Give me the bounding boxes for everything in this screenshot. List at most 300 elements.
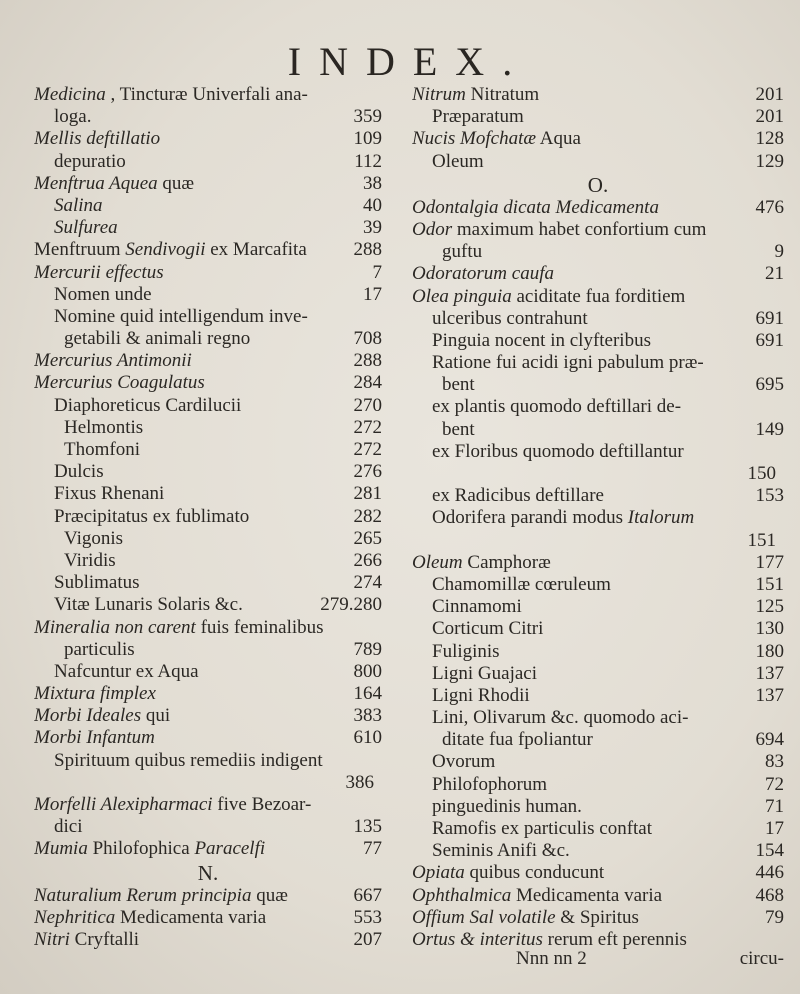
entry-text-part: Pinguia nocent in clyfteribus — [432, 329, 651, 351]
page-number: 180 — [755, 640, 784, 662]
page-number: 150 — [747, 463, 776, 484]
index-entry — [34, 594, 382, 616]
entry-text — [432, 352, 784, 374]
page-number: 77 — [363, 838, 382, 860]
entry-text-part: Medicamenta varia — [511, 884, 663, 906]
entry-text-part: Cryftalli — [69, 928, 140, 950]
index-entry — [412, 840, 784, 862]
index-entry — [34, 461, 382, 483]
index-entry — [412, 907, 784, 929]
entry-text-part: Helmontis — [64, 416, 144, 438]
entry-heading: Odontalgia dicata Medicamenta — [412, 196, 659, 218]
entry-text — [432, 151, 750, 173]
index-entry — [34, 727, 382, 749]
page-number: 9 — [774, 241, 784, 263]
entry-text-part: bent — [442, 374, 475, 396]
entry-text-part: Sublimatus — [54, 572, 140, 594]
entry-text — [54, 151, 348, 173]
index-entry — [412, 286, 784, 308]
entry-text-part: ex Radicibus deftillare — [432, 485, 604, 507]
entry-text — [432, 751, 759, 773]
entry-text-part: quibus conducunt — [464, 862, 605, 884]
page-number: 109 — [353, 128, 382, 150]
index-entry — [412, 641, 784, 663]
entry-heading: Medicina — [34, 84, 106, 105]
entry-text — [34, 794, 382, 816]
index-entry — [412, 729, 784, 751]
entry-text-part: Fuliginis — [432, 640, 500, 662]
index-entry — [34, 372, 382, 394]
entry-heading: Nitri — [34, 928, 70, 950]
index-entry — [412, 241, 784, 263]
index-entry — [34, 705, 382, 727]
catchwords — [416, 948, 784, 970]
entry-text — [412, 552, 750, 574]
entry-text — [54, 572, 348, 594]
entry-text-part: Menftruum — [34, 239, 126, 261]
index-entry — [412, 441, 784, 463]
index-entry — [34, 683, 382, 705]
page-number: 288 — [353, 239, 382, 261]
index-entry — [34, 907, 382, 929]
entry-text — [54, 284, 357, 306]
entry-heading: Odoratorum caufa — [412, 263, 554, 285]
entry-text — [34, 262, 367, 284]
entry-text — [432, 330, 750, 352]
index-entry — [34, 838, 382, 860]
entry-heading: Offium Sal volatile — [412, 906, 556, 928]
page-number: 38 — [363, 172, 382, 194]
entry-text-part: dici — [54, 816, 83, 838]
entry-text-part: Fixus Rhenani — [54, 483, 165, 505]
entry-text-part: Ratione fui acidi igni pabulum præ- — [432, 352, 704, 374]
entry-text-part: , Tincturæ Univerfali ana- — [105, 84, 308, 105]
entry-text-part: Viridis — [64, 549, 116, 571]
entry-text-part: Diaphoreticus Cardilucii — [54, 394, 242, 416]
entry-heading: Olea pinguia — [412, 285, 512, 307]
entry-text — [412, 907, 759, 929]
page-number: 281 — [353, 483, 382, 505]
entry-text — [34, 617, 382, 639]
page-number: 284 — [353, 372, 382, 394]
index-entry — [34, 794, 382, 816]
entry-text — [34, 907, 348, 929]
entry-text — [64, 639, 348, 661]
entry-text-part: maximum habet confortium cum — [452, 218, 707, 240]
index-entry — [412, 396, 784, 418]
entry-heading: Morfelli Alexipharmaci — [34, 794, 213, 815]
entry-text — [442, 374, 750, 396]
entry-text-part: Nitratum — [465, 84, 540, 105]
index-entry — [34, 617, 382, 639]
index-entry — [412, 419, 784, 441]
entry-text-part: & Spiritus — [555, 906, 639, 928]
entry-text — [54, 106, 348, 128]
page-number: 72 — [765, 773, 784, 795]
index-entry — [412, 685, 784, 707]
entry-text — [412, 84, 750, 106]
entry-text — [432, 507, 784, 529]
entry-text-part: Nomen unde — [54, 283, 152, 305]
entry-text — [54, 594, 314, 616]
entry-heading: Mercurius Coagulatus — [34, 372, 205, 394]
index-entry — [34, 483, 382, 505]
entry-text — [432, 707, 784, 729]
index-entry — [412, 128, 784, 150]
page-number: 135 — [353, 816, 382, 838]
entry-text — [64, 528, 348, 550]
entry-text — [34, 683, 348, 705]
entry-heading: Paracelfi — [194, 838, 266, 860]
page-number: 270 — [353, 394, 382, 416]
entry-text-part: Nomine quid intelligendum inve- — [54, 305, 308, 327]
index-entry — [412, 84, 784, 106]
entry-text-part: Oleum — [432, 150, 484, 172]
entry-heading: Nucis Mofchatæ — [412, 128, 537, 150]
index-entry — [34, 528, 382, 550]
entry-heading: Ophthalmica — [412, 884, 512, 906]
page-number: 274 — [353, 572, 382, 594]
page-number: 40 — [363, 194, 382, 216]
page-number: 265 — [353, 527, 382, 549]
page-number: 112 — [354, 150, 382, 172]
entry-text-part: Ligni Guajaci — [432, 662, 537, 684]
page-number: 149 — [755, 418, 784, 440]
index-entry — [34, 284, 382, 306]
entry-text — [54, 217, 357, 239]
page-number: 691 — [755, 329, 784, 351]
page-number: 272 — [353, 416, 382, 438]
entry-text-part: ex Marcafita — [205, 239, 307, 261]
entry-heading: Mixtura fimplex — [34, 683, 156, 705]
page-number: 17 — [363, 283, 382, 305]
entry-text — [54, 306, 382, 328]
index-entry — [34, 506, 382, 528]
entry-heading: Ortus & interitus — [412, 928, 543, 950]
page-number: 130 — [755, 618, 784, 640]
index-entry — [412, 818, 784, 840]
index-entry — [34, 262, 382, 284]
entry-text-part: loga. — [54, 106, 92, 128]
page-number: 359 — [353, 106, 382, 128]
page-number: 383 — [353, 705, 382, 727]
index-entry — [412, 862, 784, 884]
page-number: 79 — [765, 906, 784, 928]
entry-text-part: qui — [141, 705, 171, 727]
index-entry — [34, 439, 382, 461]
page-number: 83 — [765, 751, 784, 773]
entry-text-part: Philofophica — [87, 838, 195, 860]
index-entry — [34, 217, 382, 239]
entry-text-part: Ligni Rhodii — [432, 684, 530, 706]
entry-text-part: Chamomillæ cœruleum — [432, 573, 611, 595]
page-number: 201 — [755, 84, 784, 105]
entry-text-part: aciditate fua forditiem — [511, 285, 686, 307]
page-number: 207 — [353, 928, 382, 950]
entry-text — [412, 862, 750, 884]
page-number: 125 — [755, 596, 784, 618]
entry-heading: Oleum — [412, 551, 463, 573]
index-entry — [34, 151, 382, 173]
page-number: 154 — [755, 840, 784, 862]
index-entry — [412, 197, 784, 219]
entry-text-part: ditate fua fpoliantur — [442, 729, 593, 751]
page-number: 137 — [755, 662, 784, 684]
page-number: 386 — [345, 771, 374, 793]
entry-text — [64, 439, 348, 461]
page-number: 279.280 — [320, 594, 382, 616]
entry-text — [54, 661, 348, 683]
entry-text — [442, 729, 750, 751]
index-entry — [412, 618, 784, 640]
page-number: 476 — [755, 196, 784, 218]
index-entry — [412, 374, 784, 396]
entry-text — [64, 417, 348, 439]
entry-text-part: fuis feminalibus — [195, 616, 324, 638]
entry-text — [412, 219, 784, 241]
entry-text-part: bent — [442, 418, 475, 440]
entry-text-part: Odorifera parandi modus — [432, 507, 628, 529]
index-entry — [412, 507, 784, 529]
index-entry — [34, 84, 382, 106]
entry-text-part: ulceribus contrahunt — [432, 307, 588, 329]
page-number: 288 — [353, 350, 382, 372]
entry-heading: Mumia — [34, 838, 88, 860]
index-entry — [34, 350, 382, 372]
index-entry — [412, 596, 784, 618]
entry-text — [34, 84, 382, 106]
index-entry — [412, 751, 784, 773]
left-column — [34, 84, 382, 951]
index-entry — [412, 574, 784, 596]
page-number: 468 — [755, 884, 784, 906]
page-number: 201 — [755, 106, 784, 128]
entry-text-part: guftu — [442, 241, 483, 263]
entry-text-part: quæ — [157, 172, 195, 194]
index-entry — [34, 239, 382, 261]
entry-text-part: particulis — [64, 638, 135, 660]
entry-text-part: Nafcuntur ex Aqua — [54, 660, 199, 682]
index-entry — [412, 485, 784, 507]
index-entry — [412, 330, 784, 352]
entry-text — [54, 461, 348, 483]
page-number: 276 — [353, 461, 382, 483]
index-entry — [412, 707, 784, 729]
entry-heading: Nitrum — [412, 84, 466, 105]
page-number: 272 — [353, 439, 382, 460]
entry-text — [54, 506, 348, 528]
right-column — [412, 84, 784, 951]
index-entry — [34, 885, 382, 907]
entry-text — [412, 197, 750, 219]
entry-text-part: Cinnamomi — [432, 596, 522, 618]
entry-text-part: Ovorum — [432, 751, 496, 773]
entry-text — [34, 727, 348, 749]
page-number: 694 — [755, 729, 784, 751]
page-number: 266 — [353, 549, 382, 571]
page-number: 151 — [747, 529, 776, 551]
entry-text — [54, 195, 357, 217]
entry-text-part: Ramofis ex particulis conftat — [432, 818, 653, 839]
page-number: 610 — [353, 727, 382, 749]
index-entry — [34, 195, 382, 217]
index-entry — [34, 929, 382, 951]
page-number: 282 — [353, 505, 382, 527]
entry-heading: Salina — [54, 194, 103, 216]
entry-text-part: Medicamenta varia — [115, 906, 267, 928]
page-header: INDEX. — [287, 39, 531, 84]
index-entry — [34, 106, 382, 128]
entry-text-part: Lini, Olivarum &c. quomodo aci- — [432, 707, 689, 729]
entry-text — [432, 774, 759, 796]
entry-text-part: Aqua — [536, 128, 581, 150]
entry-text — [34, 173, 357, 195]
page-number: 164 — [353, 683, 382, 705]
entry-heading: Mercurius Antimonii — [34, 350, 192, 372]
entry-text — [34, 372, 348, 394]
entry-text — [64, 550, 348, 572]
entry-text — [432, 818, 759, 840]
index-entry — [412, 796, 784, 818]
index-entry — [412, 106, 784, 128]
entry-text-part: Camphoræ — [462, 551, 551, 573]
index-entry — [412, 151, 784, 173]
entry-text-part: Thomfoni — [64, 439, 140, 460]
entry-heading: Mercurii effectus — [34, 261, 164, 283]
entry-text — [432, 840, 750, 862]
entry-text — [34, 885, 348, 907]
entry-text — [54, 395, 348, 417]
entry-heading: Opiata — [412, 862, 465, 884]
entry-text — [64, 328, 348, 350]
entry-text — [54, 483, 348, 505]
page-number: 21 — [765, 263, 784, 285]
entry-text — [412, 286, 784, 308]
page-number: 177 — [755, 551, 784, 573]
page-number: 71 — [765, 795, 784, 817]
entry-text — [432, 618, 750, 640]
catchword: circu- — [739, 948, 784, 969]
entry-text — [442, 241, 769, 263]
index-entry — [34, 173, 382, 195]
entry-text — [34, 350, 348, 372]
entry-text-part: five Bezoar- — [212, 794, 312, 815]
index-entry — [412, 308, 784, 330]
entry-text — [412, 885, 750, 907]
entry-text-part: Philofophorum — [432, 773, 548, 795]
entry-text — [412, 128, 750, 150]
entry-text-part: Præparatum — [432, 106, 524, 128]
entry-text — [34, 705, 348, 727]
entry-text-part: Corticum Citri — [432, 618, 544, 640]
index-entry — [34, 550, 382, 572]
page-number: 446 — [755, 862, 784, 884]
entry-text — [34, 239, 348, 261]
entry-heading: Naturalium Rerum principia — [34, 884, 252, 906]
index-entry — [34, 750, 382, 772]
page-number: 789 — [353, 638, 382, 660]
entry-text — [412, 263, 759, 285]
entry-text-part: Vitæ Lunaris Solaris &c. — [54, 594, 243, 616]
entry-text — [442, 419, 750, 441]
page-number: 17 — [765, 818, 784, 839]
page-number: 151 — [755, 573, 784, 595]
index-entry — [412, 219, 784, 241]
entry-text — [432, 485, 750, 507]
page-number: 553 — [353, 906, 382, 928]
index-entry — [412, 552, 784, 574]
entry-text — [432, 308, 750, 330]
index-entry — [34, 417, 382, 439]
entry-text-part: rerum eft perennis — [542, 928, 687, 950]
page-number: 128 — [755, 128, 784, 150]
index-entry — [412, 774, 784, 796]
entry-text — [432, 396, 784, 418]
index-entry — [412, 263, 784, 285]
entry-text-part: getabili & animali regno — [64, 328, 251, 350]
entry-heading: Menftrua Aquea — [34, 172, 158, 194]
entry-text — [34, 838, 357, 860]
entry-heading: Italorum — [627, 507, 695, 529]
index-entry — [412, 885, 784, 907]
index-entry — [34, 328, 382, 350]
entry-text — [54, 750, 382, 772]
index-entry — [34, 572, 382, 594]
page-number: 129 — [755, 150, 784, 172]
entry-text — [432, 596, 750, 618]
entry-text-part: ex plantis quomodo deftillari de- — [432, 396, 682, 418]
entry-text — [432, 641, 750, 663]
entry-text-part: quæ — [251, 884, 288, 906]
entry-text — [432, 106, 750, 128]
index-entry — [34, 639, 382, 661]
entry-heading: Mineralia non carent — [34, 616, 196, 638]
entry-text — [34, 128, 348, 150]
entry-text-part: depuratio — [54, 150, 126, 172]
entry-text — [432, 663, 750, 685]
section-letter: N. — [197, 860, 219, 885]
entry-text — [54, 816, 348, 838]
entry-heading: Mellis deftillatio — [34, 128, 161, 150]
entry-text — [432, 685, 750, 707]
entry-text-part: Vigonis — [64, 527, 124, 549]
entry-text-part: pinguedinis human. — [432, 795, 582, 817]
entry-text — [432, 574, 750, 596]
entry-text — [432, 441, 784, 463]
entry-heading: Odor — [412, 218, 453, 240]
entry-text — [34, 929, 348, 951]
entry-text-part: Seminis Anifi &c. — [432, 840, 570, 862]
index-entry — [34, 395, 382, 417]
section-letter: O. — [587, 172, 609, 197]
entry-heading: Sendivogii — [125, 239, 206, 261]
page-number: 691 — [755, 307, 784, 329]
page-number: 137 — [755, 684, 784, 706]
entry-heading: Morbi Ideales — [34, 705, 142, 727]
entry-heading: Morbi Infantum — [34, 727, 155, 749]
page-number: 153 — [755, 485, 784, 507]
page-number: 7 — [372, 261, 382, 283]
index-entry — [34, 128, 382, 150]
entry-heading: Nephritica — [34, 906, 116, 928]
index-entry — [412, 352, 784, 374]
page-number: 39 — [363, 217, 382, 239]
index-entry — [412, 663, 784, 685]
page-number: 800 — [353, 660, 382, 682]
page-number: 667 — [353, 884, 382, 906]
entry-text-part: ex Floribus quomodo deftillantur — [432, 440, 684, 462]
index-entry — [34, 661, 382, 683]
